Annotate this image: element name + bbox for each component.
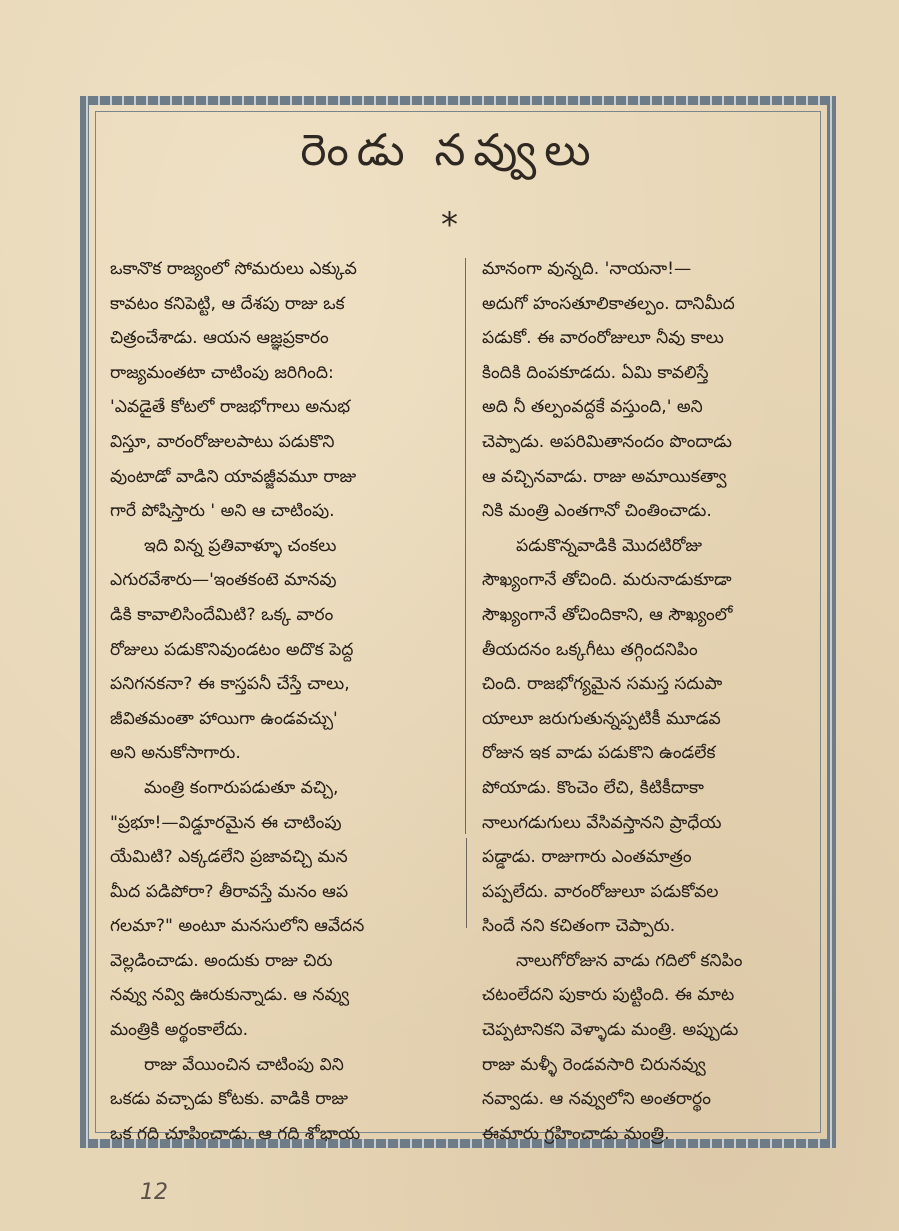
text-line: నవ్వాడు. ఆ నవ్వులోని అంతరార్థం: [482, 1089, 711, 1110]
text-line: నవ్వు నవ్వి ఊరుకున్నాడు. ఆ నవ్వు: [110, 985, 350, 1006]
text-line: సౌఖ్యంగానే తోచిందికాని, ఆ సౌఖ్యంలో: [482, 604, 733, 625]
text-line: డికి కావాలిసిందేమిటి? ఒక్క వారం: [110, 604, 334, 625]
text-line: అని అనుకోసాగారు.: [110, 743, 241, 764]
column-divider: [465, 258, 466, 834]
text-line: యాలూ జరుగుతున్నప్పటికీ మూడవ: [482, 708, 721, 729]
text-line: ఇది విన్న ప్రతివాళ్ళూ చంకలు: [144, 535, 337, 556]
text-line: ఈమారు గ్రహించాడు మంత్రి.: [482, 1123, 670, 1144]
text-line: సిందే నని కచితంగా చెప్పారు.: [482, 916, 676, 937]
text-line: రాజు వేయించిన చాటింపు విని: [144, 1054, 344, 1075]
story-title: రెండు నవ్వులు: [300, 125, 599, 176]
text-line: "ప్రభూ!—విడ్డూరమైన ఈ చాటింపు: [110, 812, 342, 833]
text-line: చింది. రాజభోగ్యమైన సమస్త సదుపా: [482, 674, 723, 695]
text-line: మంత్రి కంగారుపడుతూ వచ్చి,: [144, 777, 339, 798]
left-column: [110, 252, 450, 1151]
text-line: మంత్రికి అర్థంకాలేదు.: [110, 1020, 249, 1041]
text-line: మానంగా వున్నది. 'నాయనా!—: [482, 259, 692, 279]
text-line: అదుగో హంసతూలికాతల్పం. దానిమీద: [482, 293, 735, 314]
text-line: విస్తూ, వారంరోజులపాటు పడుకొని: [110, 431, 335, 452]
text-line: చటంలేదని పుకారు పుట్టింది. ఈ మాట: [482, 985, 735, 1006]
text-line: పడుకో. ఈ వారంరోజులూ నీవు కాలు: [482, 328, 724, 349]
text-line: అది నీ తల్పంవద్దకే వస్తుంది,' అని: [482, 397, 703, 418]
asterisk-ornament: *: [441, 205, 458, 245]
text-line: ఒకానొక రాజ్యంలో సోమరులు ఎక్కువ: [110, 259, 357, 279]
text-line: రోజులు పడుకొనివుండటం అదొక పెద్ద: [110, 639, 354, 660]
text-line: సౌఖ్యంగానే తోచింది. మరునాడుకూడా: [482, 570, 732, 591]
text-line: 'ఎవడైతే కోటలో రాజభోగాలు అనుభ: [110, 397, 351, 418]
text-line: పడుకొన్నవాడికి మొదటిరోజు: [516, 535, 703, 556]
text-line: చెప్పాడు. అపరిమితానందం పొందాడు: [482, 431, 732, 452]
text-line: ఆ వచ్చినవాడు. రాజు అమాయికత్వా: [482, 466, 727, 487]
text-line: యేమిటి? ఎక్కడలేని ప్రజావచ్చి మన: [110, 847, 348, 868]
text-line: ఒక గది చూపించాడు. ఆ గది శోభాయ: [110, 1123, 361, 1144]
text-line: పప్పలేదు. వారంరోజులూ పడుకోవల: [482, 881, 719, 902]
text-line: జీవితమంతా హాయిగా ఉండవచ్చు': [110, 708, 338, 729]
text-line: తీయదనం ఒక్కగీటు తగ్గిందనిపిం: [482, 639, 698, 660]
text-line: రాజు మళ్ళీ రెండవసారి చిరునవ్వు: [482, 1054, 706, 1075]
text-line: గలమా?" అంటూ మనసులోని ఆవేదన: [110, 916, 365, 937]
text-line: కిందికి దింపకూడదు. ఏమి కావలిస్తే: [482, 362, 709, 383]
text-line: చెప్పటానికని వెళ్ళాడు మంత్రి. అప్పుడు: [482, 1020, 739, 1041]
text-line: వెల్లడించాడు. అందుకు రాజు చిరు: [110, 950, 333, 971]
text-line: చిత్రంచేశాడు. ఆయన ఆజ్ఞప్రకారం: [110, 328, 329, 349]
text-line: రోజున ఇక వాడు పడుకొని ఉండలేక: [482, 743, 716, 764]
text-line: నాలుగోరోజున వాడు గదిలో కనిపిం: [516, 950, 743, 971]
page-number: 12: [140, 1180, 168, 1205]
text-line: నాలుగడుగులు వేసివస్తానని ప్రాధేయ: [482, 812, 722, 833]
text-line: ఎగురవేశారు—'ఇంతకంటె మానవు: [110, 570, 337, 591]
text-line: పడ్డాడు. రాజుగారు ఎంతమాత్రం: [482, 847, 692, 868]
text-line: మీద పడిపోరా? తీరావస్తే మనం ఆప: [110, 881, 349, 902]
text-line: నికి మంత్రి ఎంతగానో చింతించాడు.: [482, 501, 712, 522]
text-line: వుంటాడో వాడిని యావజ్జీవమూ రాజు: [110, 466, 357, 487]
right-column: [482, 252, 812, 1151]
text-line: పనిగనకనా? ఈ కాస్తపనీ చేస్తే చాలు,: [110, 674, 350, 695]
text-line: రాజ్యమంతటా చాటింపు జరిగింది:: [110, 362, 334, 383]
text-line: గారే పోషిస్తారు ' అని ఆ చాటింపు.: [110, 501, 335, 522]
text-line: కావటం కనిపెట్టి, ఆ దేశపు రాజు ఒక: [110, 293, 345, 314]
text-line: ఒకడు వచ్చాడు కోటకు. వాడికి రాజు: [110, 1089, 349, 1110]
column-divider-lower: [466, 838, 467, 928]
text-line: పోయాడు. కొంచెం లేచి, కిటికీదాకా: [482, 777, 704, 798]
